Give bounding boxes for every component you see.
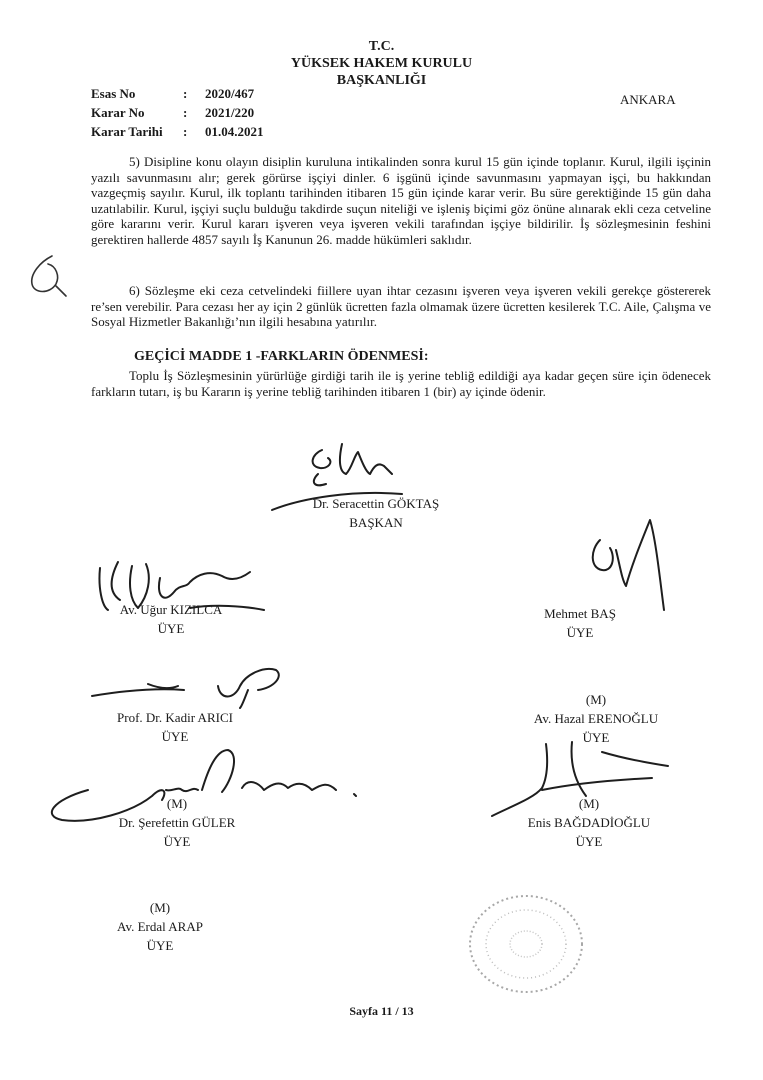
tarih-row <box>91 122 264 141</box>
arap-note: (M) <box>149 900 171 915</box>
header-presidency: BAŞKANLIĞI <box>336 73 427 88</box>
header-tc: T.C. <box>368 39 395 54</box>
bas-name: Mehmet BAŞ <box>544 606 616 621</box>
arici-name: Prof. Dr. Kadir ARICI <box>117 710 233 725</box>
erenoglu-role: ÜYE <box>582 730 610 745</box>
president-name: Dr. Seracettin GÖKTAŞ <box>312 496 440 511</box>
separator: : <box>183 86 188 101</box>
signatory-bagdadioglu <box>494 794 684 851</box>
article-5-paragraph <box>91 154 711 248</box>
bagdadioglu-note: (M) <box>578 796 600 811</box>
provisional-article-paragraph <box>91 368 711 399</box>
esas-value: 2020/467 <box>205 86 255 101</box>
president-role: BAŞKAN <box>349 515 403 530</box>
guler-name: Dr. Şerefettin GÜLER <box>118 815 236 830</box>
karar-row <box>91 103 264 122</box>
signatory-kizilca <box>86 600 256 638</box>
margin-initial-mark <box>22 250 72 300</box>
bagdadioglu-role: ÜYE <box>575 834 603 849</box>
guler-note: (M) <box>166 796 188 811</box>
tarih-label: Karar Tarihi <box>91 124 163 139</box>
case-metadata <box>91 84 264 141</box>
esas-label: Esas No <box>91 86 136 101</box>
provisional-article-heading: GEÇİCİ MADDE 1 -FARKLARIN ÖDENMESİ: <box>134 349 429 364</box>
karar-value: 2021/220 <box>205 105 255 120</box>
bagdadioglu-name: Enis BAĞDADİOĞLU <box>527 815 651 830</box>
signatory-president <box>276 494 476 532</box>
erenoglu-name: Av. Hazal ERENOĞLU <box>533 711 659 726</box>
article-5-text: 5) Disipline konu olayın disiplin kuruluna intikalinden sonra kurul 15 gün içinde toplanır. Kurul, ilgili işçinin yazılı savunmasını alır; gerek görürse işçiyi dinler. 6 işgünü içinde savunmasını yapmayan işçi, bu hakkından vazgeçmiş sayılır. Kurul, ilk toplantı tarihinden itibaren 15 gün içinde karar verir. Bu süre gerektiğinde 15 gün daha uzatılabilir. Kurul, işçiyi suçlu bulduğu takdirde suçun niteliği ve işleniş biçimi göz önüne alınarak ekli ceza cetveline göre kararını verir. Kurul kararı işveren veya işveren vekili tarafından işçiye bildirilir. İş sözleşmesinin feshini gerektiren hallerde 4857 sayılı İş Kanunun 26. madde hükümleri saklıdır. <box>91 154 711 247</box>
signatory-guler <box>92 794 262 851</box>
guler-role: ÜYE <box>163 834 191 849</box>
separator: : <box>183 124 188 139</box>
erenoglu-note: (M) <box>585 692 607 707</box>
institution-header <box>0 38 763 89</box>
arici-signature <box>88 660 308 710</box>
signatory-bas <box>505 604 655 642</box>
official-seal-stamp <box>462 888 592 998</box>
signatory-arap <box>80 898 240 955</box>
header-court: YÜKSEK HAKEM KURULU <box>290 56 473 71</box>
tarih-value: 01.04.2021 <box>205 124 264 139</box>
karar-label: Karar No <box>91 105 145 120</box>
kizilca-name: Av. Uğur KIZILCA <box>119 602 223 617</box>
article-6-paragraph <box>91 283 711 330</box>
city: ANKARA <box>620 92 676 107</box>
arap-role: ÜYE <box>146 938 174 953</box>
kizilca-role: ÜYE <box>157 621 185 636</box>
bas-role: ÜYE <box>566 625 594 640</box>
page-number: Sayfa 11 / 13 <box>349 1004 414 1018</box>
provisional-article-text: Toplu İş Sözleşmesinin yürürlüğe girdiği tarih ile iş yerine tebliğ edildiği aya kadar geçen süre için ödenecek farkların tutarı, iş bu Kararın iş yerine tebliğ tarihinden itibaren 1 (bir) ay içinde ödenir. <box>91 368 711 399</box>
esas-row <box>91 84 264 103</box>
article-6-text: 6) Sözleşme eki ceza cetvelindeki fiillere uyan ihtar cezasını işveren veya işveren vekili gerekçe göstererek re’sen verebilir. Para cezası her ay için 2 günlük ücretten fazla olmamak üzere ücretten kesilerek T.C. Aile, Çalışma ve Sosyal Hizmetler Bakanlığı’nın ilgili hesabına yatırılır. <box>91 283 711 330</box>
separator: : <box>183 105 188 120</box>
arap-name: Av. Erdal ARAP <box>117 919 203 934</box>
arici-role: ÜYE <box>161 729 189 744</box>
